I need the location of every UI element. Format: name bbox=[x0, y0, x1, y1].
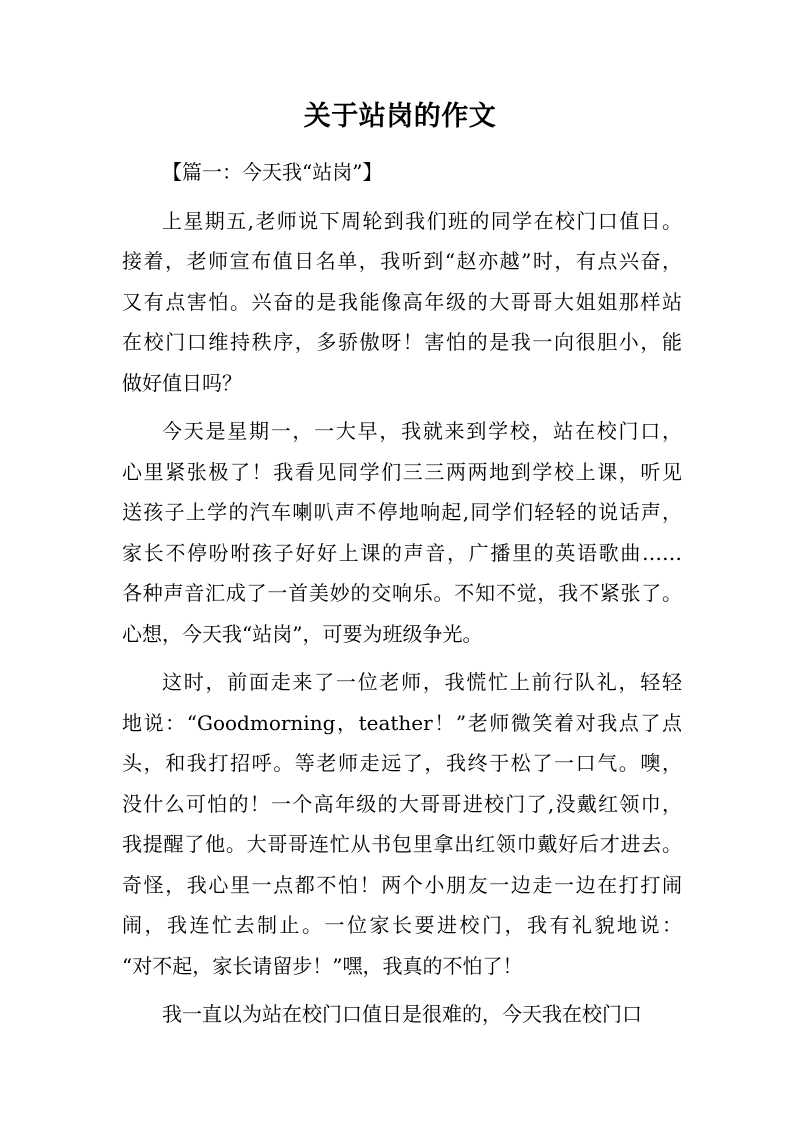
text-line: 做好值日吗？ bbox=[122, 370, 242, 395]
text-line: 闹，我连忙去制止。一位家长要进校门，我有礼貌地说： bbox=[122, 913, 682, 937]
document-body bbox=[122, 152, 682, 1043]
text-line: 奇怪，我心里一点都不怕！两个小朋友一边走一边在打打闹 bbox=[122, 872, 682, 897]
text-line: 各种声音汇成了一首美妙的交响乐。不知不觉，我不紧张了。 bbox=[122, 581, 682, 605]
text-line: 地说：“Goodmorning，teather！”老师微笑着对我点了点 bbox=[122, 710, 682, 735]
paragraph-1 bbox=[122, 201, 682, 404]
text-line: 我一直以为站在校门口值日是很难的，今天我在校门口 bbox=[162, 1002, 642, 1026]
text-line: 没什么可怕的！一个高年级的大哥哥进校门了,没戴红领巾， bbox=[122, 791, 682, 816]
text-line: 接着，老师宣布值日名单，我听到“赵亦越”时，有点兴奋， bbox=[122, 249, 682, 273]
text-line: “对不起，家长请留步！”嘿，我真的不怕了！ bbox=[122, 953, 523, 978]
text-line: 头，和我打招呼。等老师走远了，我终于松了一口气。噢， bbox=[122, 751, 682, 775]
text-line: 我提醒了他。大哥哥连忙从书包里拿出红领巾戴好后才进去。 bbox=[122, 832, 682, 856]
text-line: 在校门口维持秩序，多骄傲呀！害怕的是我一向很胆小，能 bbox=[122, 330, 682, 354]
section-heading: 【篇一：今天我“站岗”】 bbox=[162, 160, 383, 184]
text-line: 送孩子上学的汽车喇叭声不停地响起,同学们轻轻的说话声， bbox=[122, 500, 682, 524]
paragraph-4 bbox=[122, 994, 682, 1035]
text-line: 今天是星期一，一大早，我就来到学校，站在校门口， bbox=[162, 419, 682, 443]
text-line: 家长不停吩咐孩子好好上课的声音，广播里的英语歌曲…… bbox=[122, 540, 682, 565]
text-line: 心想，今天我“站岗”，可要为班级争光。 bbox=[122, 621, 483, 646]
text-line: 上星期五,老师说下周轮到我们班的同学在校门口值日。 bbox=[162, 208, 682, 233]
paragraph-2 bbox=[122, 411, 682, 654]
paragraph-3 bbox=[122, 662, 682, 986]
text-line: 又有点害怕。兴奋的是我能像高年级的大哥哥大姐姐那样站 bbox=[122, 289, 682, 314]
text-line: 心里紧张极了！我看见同学们三三两两地到学校上课，听见 bbox=[122, 459, 682, 484]
text-line: 这时，前面走来了一位老师，我慌忙上前行队礼，轻轻 bbox=[162, 670, 682, 694]
document-title: 关于站岗的作文 bbox=[303, 101, 497, 132]
